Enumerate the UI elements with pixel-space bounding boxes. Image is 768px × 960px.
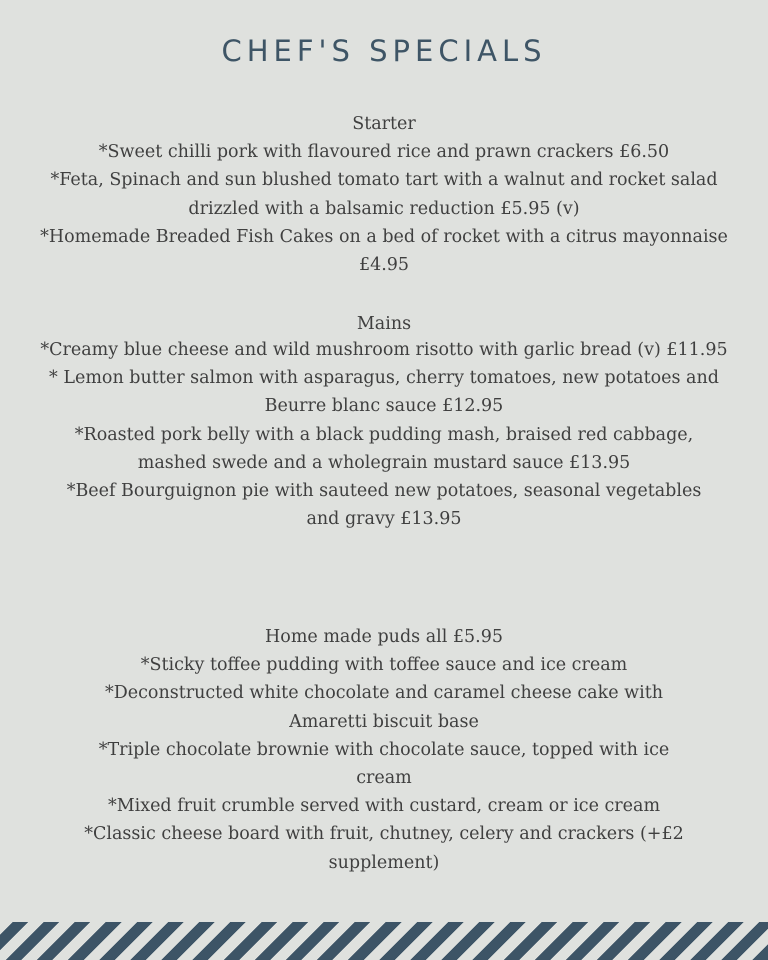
puds-item: *Triple chocolate brownie with chocolate sauce, topped with ice cream: [98, 739, 670, 789]
mains-item: *Roasted pork belly with a black pudding mash, braised red cabbage, mashed swede and a wholegrain mustard sauce £13.95: [74, 424, 694, 473]
puds-heading: Home made puds all £5.95: [265, 627, 503, 647]
starter-heading: Starter: [352, 114, 416, 134]
starter-section: [40, 110, 728, 279]
mains-item: *Creamy blue cheese and wild mushroom risotto with garlic bread (v) £11.95: [40, 340, 728, 360]
page-title: CHEF'S SPECIALS: [221, 34, 547, 68]
starter-item: *Sweet chilli pork with flavoured rice and prawn crackers £6.50: [98, 142, 670, 163]
puds-item: *Classic cheese board with fruit, chutney, celery and crackers (+£2 supplement): [84, 824, 684, 873]
puds-item: *Sticky toffee pudding with toffee sauce and ice cream: [140, 655, 628, 676]
striped-footer-band: [0, 922, 768, 960]
mains-item: * Lemon butter salmon with asparagus, cherry tomatoes, new potatoes and Beurre blanc sauce £12.95: [49, 368, 719, 417]
puds-item: *Mixed fruit crumble served with custard, cream or ice cream: [107, 796, 661, 817]
mains-section: [40, 312, 728, 533]
starter-item: *Feta, Spinach and sun blushed tomato tart with a walnut and rocket salad drizzled with a balsamic reduction £5.95 (v): [50, 170, 718, 219]
starter-item: *Homemade Breaded Fish Cakes on a bed of rocket with a citrus mayonnaise £4.95: [40, 226, 728, 276]
mains-item: *Beef Bourguignon pie with sauteed new potatoes, seasonal vegetables and gravy £13.95: [66, 481, 702, 530]
puds-section: [40, 623, 728, 877]
mains-heading: Mains: [356, 314, 412, 334]
puds-item: *Deconstructed white chocolate and caramel cheese cake with Amaretti biscuit base: [104, 683, 663, 732]
